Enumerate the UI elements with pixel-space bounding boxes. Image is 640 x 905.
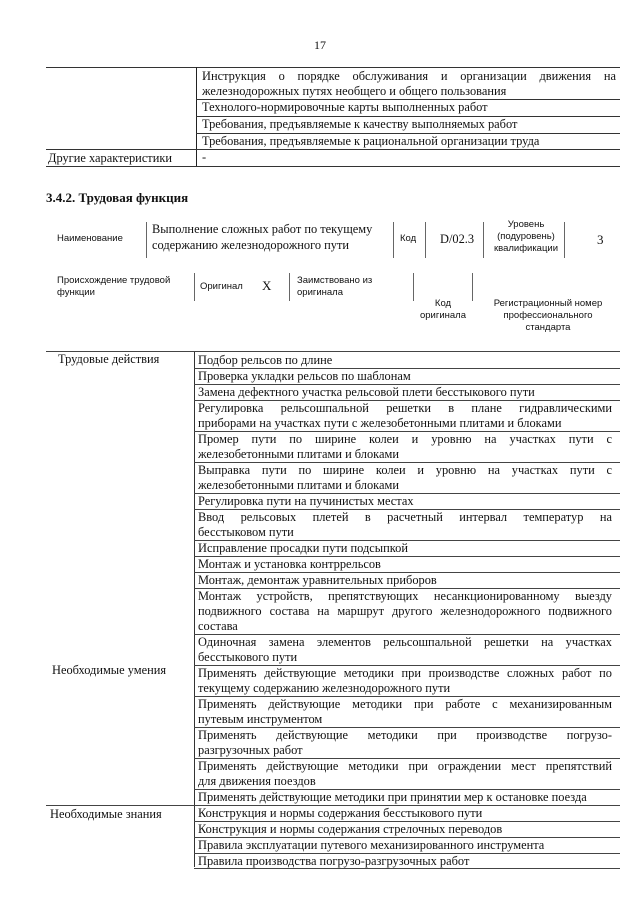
list-item: состава: [198, 619, 238, 633]
top-row-3: Требования, предъявляемые к качеству выполняемых работ: [202, 117, 518, 131]
top-row-1-line-2: железнодорожных путях необщего и общего пользования: [202, 84, 507, 98]
top-row-4: Требования, предъявляемые к рациональной организации труда: [202, 134, 540, 148]
list-item: Применять действующие методики при производстве погрузо-: [198, 728, 612, 742]
list-item: железобетонными плитами и блоками: [198, 478, 399, 492]
list-item: для движения поездов: [198, 774, 316, 788]
list-item: путевым инструментом: [198, 712, 323, 726]
page-number: 17: [314, 38, 326, 52]
list-item: разгрузочных работ: [198, 743, 303, 757]
level-value: 3: [597, 232, 604, 247]
list-item: Применять действующие методики при ограждении мест препятствий: [198, 759, 612, 773]
list-item: Регулировка пути на пучинистых местах: [198, 494, 414, 508]
list-item: бесстыкового пути: [198, 650, 298, 664]
borrowed-label: Заимствовано из оригинала: [297, 275, 373, 298]
code-original-label: Код оригинала: [419, 298, 466, 321]
other-characteristics-label: Другие характеристики: [48, 151, 173, 165]
section-heading: 3.4.2. Трудовая функция: [46, 190, 189, 205]
top-row-2: Технолого-нормировочные карты выполненных работ: [202, 100, 488, 114]
labor-actions-label: Трудовые действия: [58, 352, 160, 366]
list-item: Конструкция и нормы содержания бесстыкового пути: [198, 806, 483, 820]
list-item: Выправка пути по ширине колеи и уровню на участках пути с: [198, 463, 612, 477]
original-label: Оригинал: [200, 281, 243, 292]
list-item: Применять действующие методики при производстве сложных работ по: [198, 666, 612, 680]
list-item: бесстыковом пути: [198, 525, 294, 539]
name-value-line-1: Выполнение сложных работ по текущему: [152, 222, 373, 236]
list-item: Ввод рельсовых плетей в расчетный интервал температур на: [198, 510, 612, 524]
list-item: Монтаж и установка контррельсов: [198, 557, 381, 571]
list-item: подвижного состава на маршрут другого железнодорожного подвижного: [198, 604, 612, 618]
list-item: железобетонными плитами и блоками: [198, 447, 399, 461]
list-item: Применять действующие методики при работе с механизированным: [198, 697, 612, 711]
list-item: Применять действующие методики при принятии мер к остановке поезда: [198, 790, 587, 804]
list-item: Правила производства погрузо-разгрузочных работ: [198, 854, 470, 868]
top-row-1-line-1: Инструкция о порядке обслуживания и организации движения на: [202, 69, 616, 83]
original-mark: X: [262, 278, 272, 293]
list-item: Исправление просадки пути подсыпкой: [198, 541, 408, 555]
code-value: D/02.3: [440, 232, 475, 246]
list-item: Подбор рельсов по длине: [198, 353, 333, 367]
other-characteristics-value: -: [202, 150, 207, 164]
top-table: [46, 67, 620, 167]
list-item: текущему содержанию железнодорожного пути: [198, 681, 451, 695]
list-item: Правила эксплуатации путевого механизированного инструмента: [198, 838, 545, 852]
name-value-line-2: содержанию железнодорожного пути: [152, 238, 350, 252]
list-item: Проверка укладки рельсов по шаблонам: [198, 369, 411, 383]
knowledge-label: Необходимые знания: [50, 807, 162, 821]
level-label: Уровень (подуровень) квалификации: [493, 219, 559, 254]
list-item: Промер пути по ширине колеи и уровню на участках пути с: [198, 432, 612, 446]
name-label: Наименование: [57, 233, 123, 244]
list-item: Монтаж, демонтаж уравнительных приборов: [198, 573, 437, 587]
list-item: Замена дефектного участка рельсовой плети бесстыкового пути: [198, 385, 535, 399]
list-item: Монтаж устройств, препятствующих несанкционированному выезду: [198, 589, 612, 603]
skills-label: Необходимые умения: [52, 663, 167, 677]
list-item: Регулировка рельсошпальной решетки в плане гидравлическими: [198, 401, 612, 415]
code-label: Код: [400, 233, 417, 244]
reg-number-label: Регистрационный номер профессионального стандарта: [493, 298, 603, 333]
origin-label: Происхождение трудовой функции: [57, 275, 171, 298]
list-item: Одиночная замена элементов рельсошпальной решетки на участках: [198, 635, 612, 649]
list-item: приборами на участках пути с железобетонными плитами и блоками: [198, 416, 562, 430]
list-item: Конструкция и нормы содержания стрелочных переводов: [198, 822, 503, 836]
